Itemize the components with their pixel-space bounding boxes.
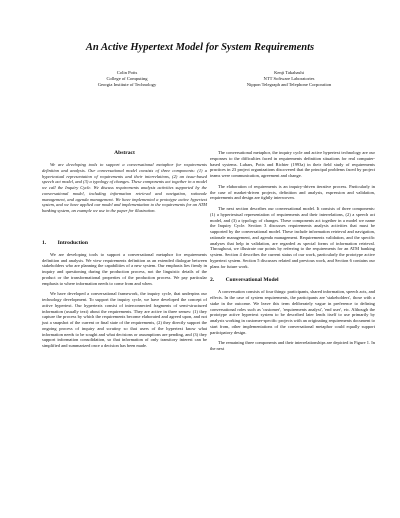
paragraph: The remaining three components and their interrelationships are depicted in Figure 1. In the next [210,340,375,351]
section-number: 2. [210,277,215,284]
author-institution: Georgia Institute of Technology [97,81,157,87]
author-affiliation: College of Computing [106,75,148,81]
paragraph: The conversational metaphor, the inquiry cycle and active hypertext technology are our responses to the difficulties faced in requirements definition situations for real computer-based systems. Lubars, Potts and Richter (1993a) in their field study of requirements practices in 23 project organizations discovered that the principal problems faced by project teams were communication, agreement and change. [210,150,375,178]
paragraph: We have developed a conversational framework, the inquiry cycle, that underpins our technology development. To support the inquiry cycle, we have developed the concept of active hypertext. Our hypertexts consist of interconnected fragments of semi-structured information (usually text) about the requirements. They are active in three senses: (1) they capture the process by which the requirements become elaborated and agreed upon, and not just a snapshot of the current or final state of the requirements, (2) they directly support the ongoing process of inquiry and scrutiny so that users of the hypertext know what information needs to be sought and what decisions or assumptions are pending, and (3) they support information consolidation, so that information of only transitory interest can be simplified and summarized once a decision has been made. [42,291,207,348]
abstract-text: We are developing tools to support a conversational metaphor for requirements definition and analysis. Our conversational model consists of three components: (1) a hypertextual representation of requirements and their interrelations, (2) an issue-based speech act model, and (3) a typology of changes. These components act together in a model we call the Inquiry Cycle. We discuss requirements analysis activities supported by the conversational model, including information retrieval and navigation, rationale management, and agenda management. We have implemented a prototype active hypertext system, and we have applied our model and implementation to the requirements for an ATM banking system, an example we use in the paper for illustration. [42,162,207,213]
section-title: Conversational Model [225,277,279,284]
author-institution: Nippon Telegraph and Telephone Corporation [246,81,332,87]
author-name: Colin Potts [116,70,138,75]
author-block-1 [42,70,212,87]
paragraph: The next section describes our conversational model. It consists of three components: (1) a hypertextual representation of requirements and their interrelations, (2) a speech act model, and (3) a typology of changes. These components act together in a model we name the Inquiry Cycle. Section 3 discusses requirements analysis activities that must be supported by the conversational model. These include information retrieval and navigation, rationale management, and agenda management. Requirements validation, and the specific analyses that help in validation, are regarded as special forms of information retrieval. Throughout, we illustrate our points by referring to the requirements for an ATM banking system. Section 4 describes the current status of our work, particularly the prototype active hypertext system. Section 5 discusses related and previous work, and Section 6 contains our plans for future work. [210,206,375,269]
section-title: Introduction [57,239,88,246]
author-block-2 [204,70,374,87]
author-name: Kenji Takahashi [274,70,304,75]
abstract-heading: Abstract [114,150,135,156]
paragraph: A conversation consists of four things: participants, shared information, speech acts, and effects. In the case of system requirements, the participants are 'stakeholders', those with a stake in the outcome. We leave this term deliberately vague in preference to defining conversational roles such as 'customer', 'requirements analyst', 'end user', etc. Although the prototype active hypertext system to be described later lends itself to use primarily by analysts working in customer-specific projects with an originating requirements document to start from, other implementations of the conversational metaphor could equally support participatory design. [210,289,376,335]
paragraph: We are developing tools to support a conversational metaphor for requirements definition and analysis. We view requirements definition as an extended dialogue between stakeholders who are planning the capabilities of a new system. Our emphasis lies firmly in inquiry and questioning during the production process, not the linguistic details of the product or the transformational properties of the production process. We pay particular emphasis to where information needs to come from and when. [42,251,207,286]
paper-title: An Active Hypertext Model for System Requirements [85,42,315,53]
paragraph: The elaboration of requirements is an inquiry-driven iterative process. Particularly in the case of market-driven projects, definition and analysis, expression and validation, requirements and design are tightly interwoven. [210,183,375,201]
right-column [210,150,375,357]
introduction-heading [42,240,207,247]
section-number: 1. [42,239,47,246]
conversational-model-heading [210,277,375,284]
left-column [42,150,207,354]
author-affiliation: NTT Software Laboratories [263,75,315,81]
